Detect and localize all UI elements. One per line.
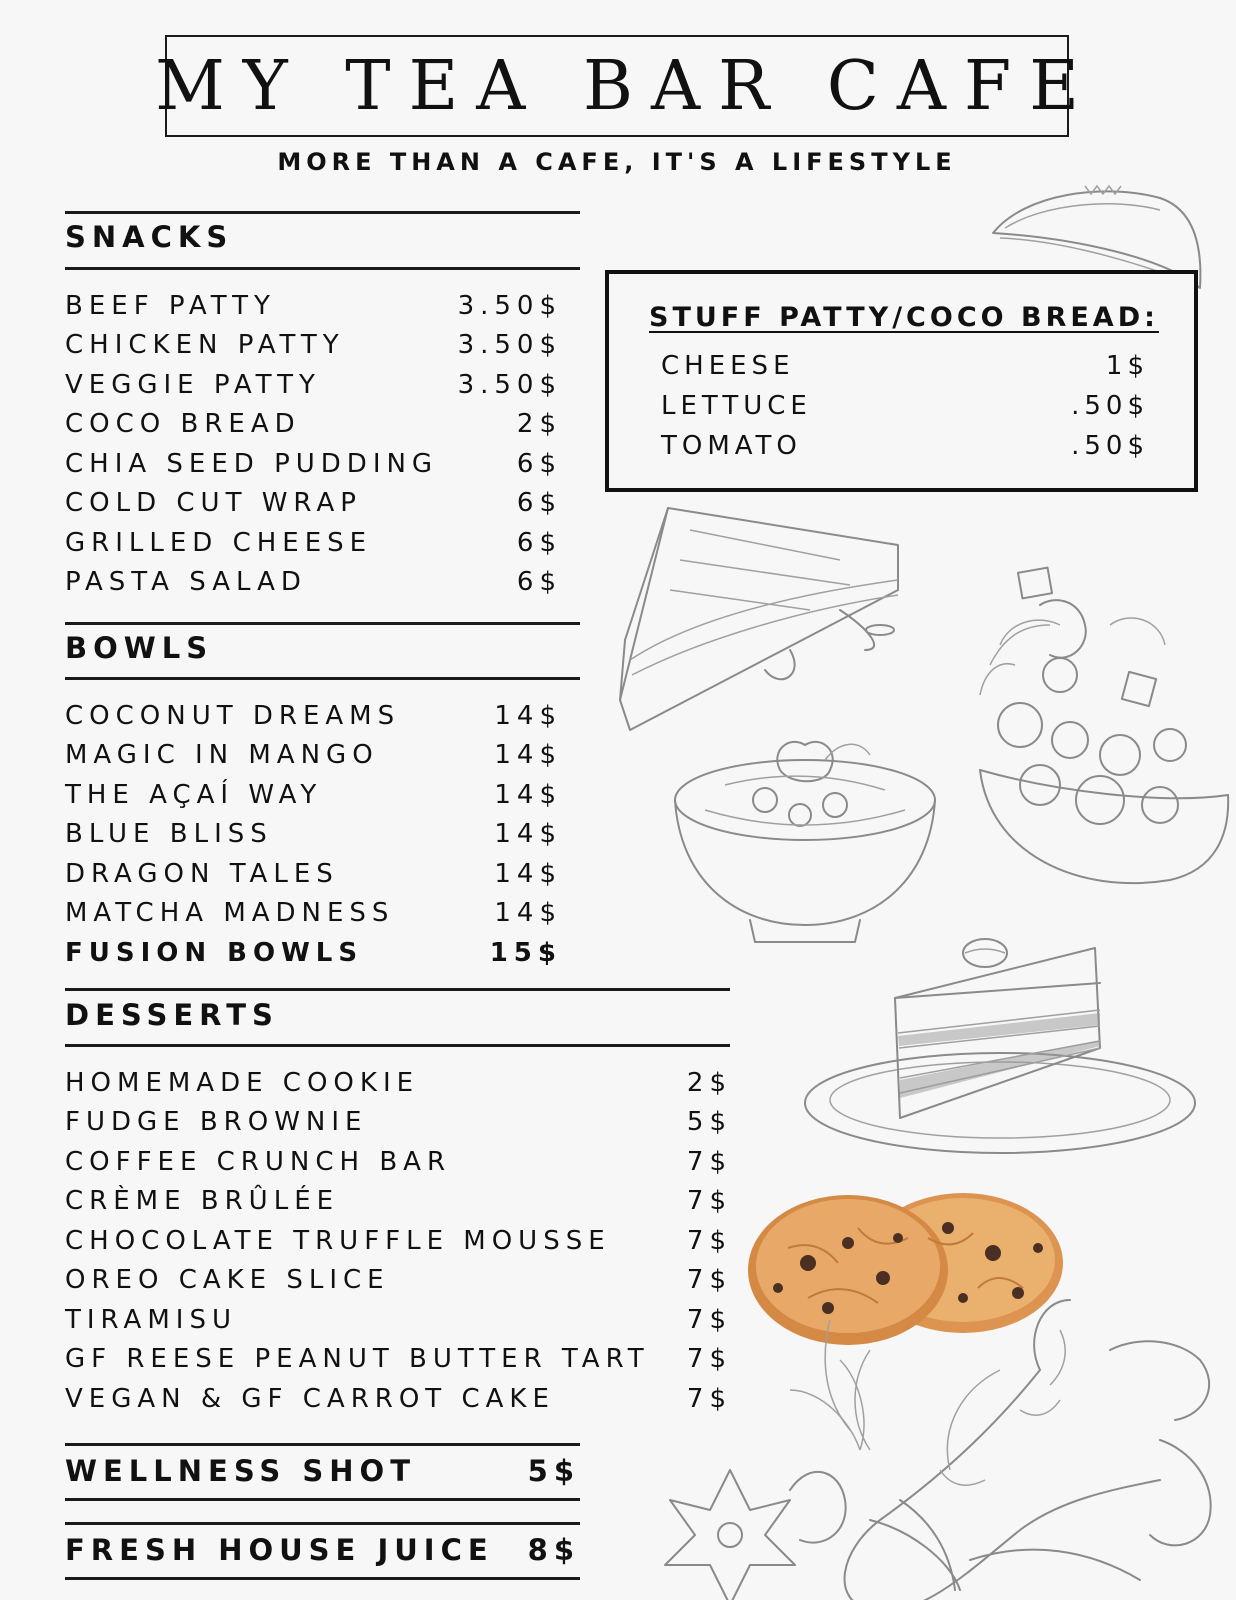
item-price: 14$ — [494, 701, 562, 731]
menu-item — [65, 1063, 732, 1103]
cake-slice-sketch — [800, 928, 1200, 1163]
menu-item — [65, 1221, 732, 1261]
menu-item — [65, 1379, 732, 1419]
menu-item — [65, 854, 562, 894]
item-price: 7$ — [686, 1305, 732, 1335]
item-price: 3.50$ — [457, 330, 562, 360]
item-name: HOMEMADE COOKIE — [65, 1068, 420, 1098]
wellness-bottom-rule — [65, 1498, 580, 1501]
item-name: CHICKEN PATTY — [65, 330, 345, 360]
bowls-top-rule — [65, 622, 580, 625]
item-price: 2$ — [686, 1068, 732, 1098]
addon-item — [661, 426, 1149, 466]
item-name: PASTA SALAD — [65, 567, 307, 597]
item-price: 6$ — [516, 567, 562, 597]
menu-item — [65, 1142, 732, 1182]
addons-box — [605, 270, 1198, 492]
item-name: CRÈME BRÛLÉE — [65, 1186, 340, 1216]
menu-item — [65, 735, 562, 775]
item-price: 14$ — [494, 780, 562, 810]
snacks-heading: SNACKS — [65, 220, 234, 254]
wellness-shot-row — [65, 1451, 580, 1491]
item-price: 7$ — [686, 1265, 732, 1295]
item-price: 14$ — [494, 859, 562, 889]
item-name: DRAGON TALES — [65, 859, 339, 889]
menu-item — [65, 1102, 732, 1142]
addon-name: LETTUCE — [661, 391, 812, 421]
menu-item — [65, 933, 562, 973]
menu-item — [65, 286, 562, 326]
menu-item — [65, 1260, 732, 1300]
desserts-bottom-rule — [65, 1044, 730, 1047]
addon-name: TOMATO — [661, 431, 802, 461]
bowls-heading: BOWLS — [65, 631, 214, 665]
menu-item — [65, 523, 562, 563]
menu-item — [65, 483, 562, 523]
menu-item — [65, 562, 562, 602]
desserts-top-rule — [65, 988, 730, 991]
item-name: CHOCOLATE TRUFFLE MOUSSE — [65, 1226, 611, 1256]
menu-item — [65, 404, 562, 444]
menu-item — [65, 325, 562, 365]
snacks-bottom-rule — [65, 267, 580, 270]
sandwich-sketch — [610, 500, 915, 740]
item-price: 2$ — [516, 409, 562, 439]
menu-item — [65, 775, 562, 815]
item-price: 6$ — [516, 449, 562, 479]
item-name: GRILLED CHEESE — [65, 528, 373, 558]
item-name: OREO CAKE SLICE — [65, 1265, 390, 1295]
menu-item — [65, 814, 562, 854]
wellness-shot-name: WELLNESS SHOT — [65, 1454, 416, 1488]
item-price: 5$ — [686, 1107, 732, 1137]
item-price: 14$ — [494, 819, 562, 849]
menu-item — [65, 696, 562, 736]
item-price: 7$ — [686, 1384, 732, 1414]
juice-bottom-rule — [65, 1577, 580, 1580]
fresh-juice-row — [65, 1530, 580, 1570]
menu-item — [65, 365, 562, 405]
wellness-shot-price: 5$ — [527, 1454, 580, 1488]
addon-price: 1$ — [1105, 351, 1149, 381]
cafe-title: MY TEA BAR CAFE — [155, 46, 1097, 126]
item-price: 14$ — [494, 898, 562, 928]
item-price: 7$ — [686, 1186, 732, 1216]
fresh-juice-price: 8$ — [527, 1533, 580, 1567]
menu-item — [65, 1181, 732, 1221]
juice-top-rule — [65, 1522, 580, 1525]
menu-item — [65, 444, 562, 484]
chia-bowl-sketch — [665, 730, 945, 950]
menu-item — [65, 1300, 732, 1340]
item-name: FUSION BOWLS — [65, 938, 364, 968]
item-name: THE AÇAÍ WAY — [65, 780, 323, 810]
addon-name: CHEESE — [661, 351, 795, 381]
item-price: 6$ — [516, 488, 562, 518]
menu-item — [65, 1339, 732, 1379]
pasta-salad-sketch — [960, 565, 1235, 900]
desserts-heading: DESSERTS — [65, 998, 279, 1032]
item-name: COCO BREAD — [65, 409, 301, 439]
item-name: MATCHA MADNESS — [65, 898, 395, 928]
item-price: 15$ — [489, 938, 562, 968]
addon-price: .50$ — [1071, 431, 1149, 461]
item-name: TIRAMISU — [65, 1305, 237, 1335]
bowls-bottom-rule — [65, 677, 580, 680]
addon-item — [661, 386, 1149, 426]
item-name: MAGIC IN MANGO — [65, 740, 379, 770]
item-price: 7$ — [686, 1147, 732, 1177]
item-price: 3.50$ — [457, 370, 562, 400]
item-name: COLD CUT WRAP — [65, 488, 362, 518]
item-price: 7$ — [686, 1344, 732, 1374]
fresh-juice-name: FRESH HOUSE JUICE — [65, 1533, 494, 1567]
item-name: CHIA SEED PUDDING — [65, 449, 439, 479]
title-box — [155, 35, 1097, 137]
item-name: VEGAN & GF CARROT CAKE — [65, 1384, 555, 1414]
item-price: 3.50$ — [457, 291, 562, 321]
wellness-top-rule — [65, 1443, 580, 1446]
item-name: FUDGE BROWNIE — [65, 1107, 368, 1137]
addon-price: .50$ — [1071, 391, 1149, 421]
tagline: MORE THAN A CAFE, IT'S A LIFESTYLE — [277, 148, 957, 176]
item-name: GF REESE PEANUT BUTTER TART — [65, 1344, 650, 1374]
item-price: 14$ — [494, 740, 562, 770]
item-name: BLUE BLISS — [65, 819, 273, 849]
item-name: COFFEE CRUNCH BAR — [65, 1147, 452, 1177]
addon-item — [661, 346, 1149, 386]
snacks-top-rule — [65, 211, 580, 214]
item-price: 7$ — [686, 1226, 732, 1256]
menu-item — [65, 893, 562, 933]
item-name: COCONUT DREAMS — [65, 701, 401, 731]
item-price: 6$ — [516, 528, 562, 558]
item-name: BEEF PATTY — [65, 291, 276, 321]
addons-title: STUFF PATTY/COCO BREAD: — [649, 302, 1159, 333]
item-name: VEGGIE PATTY — [65, 370, 321, 400]
